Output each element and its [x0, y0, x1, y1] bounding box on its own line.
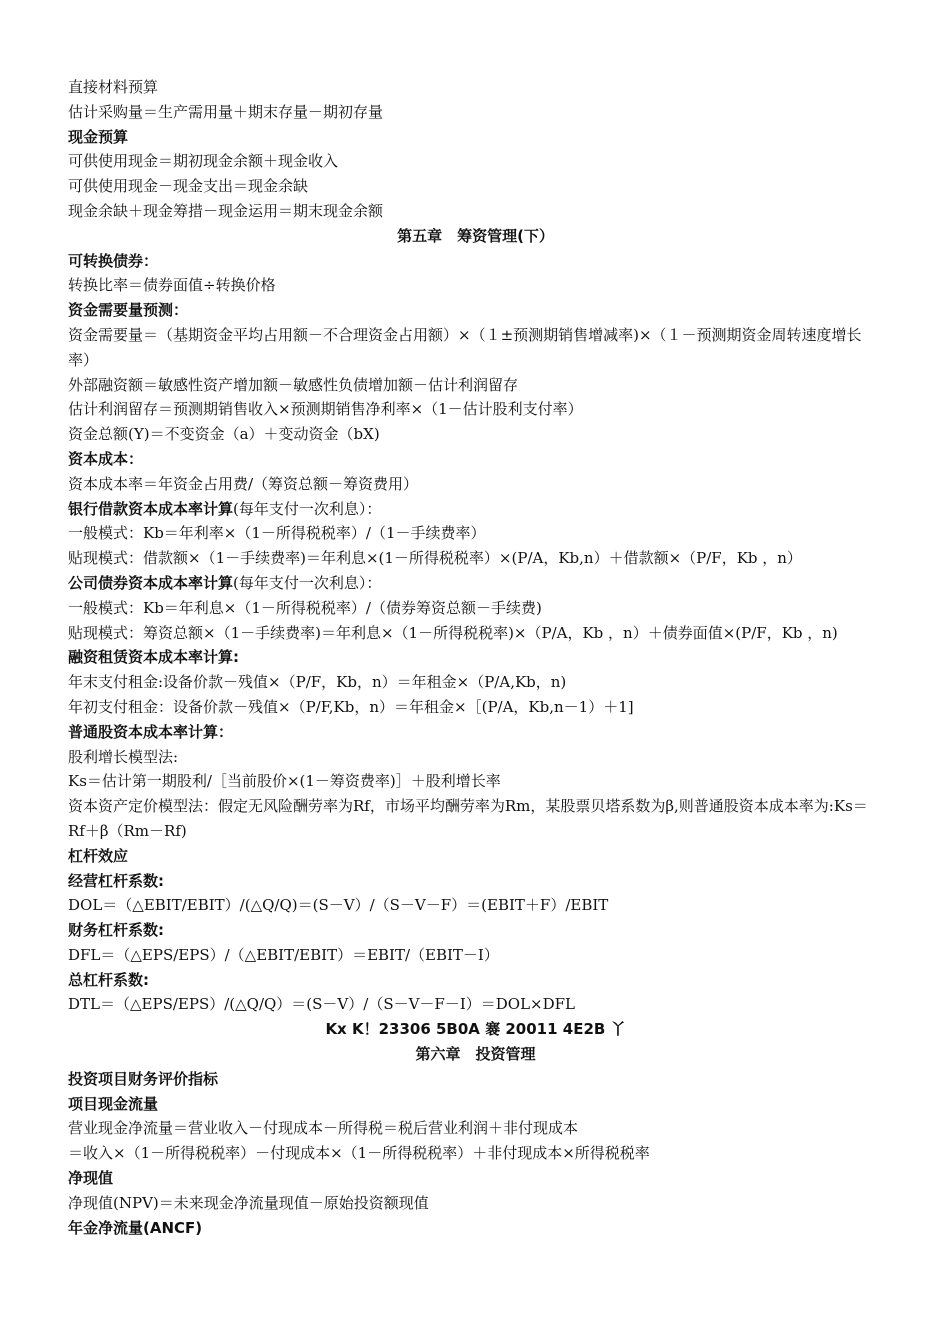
section-heading: 资金需要量预测： [68, 301, 189, 320]
formula-line: 年初支付租金：设备价款－残值×（P/F,Kb，n）＝年租金×［(P/A，Kb,n－1）＋1] [68, 697, 634, 716]
formula-line: 股利增长模型法: [68, 747, 179, 766]
section-heading: 融资租赁资本成本率计算: [68, 648, 239, 667]
section-heading: 可转换债券： [68, 251, 159, 270]
formula-line: 外部融资额＝敏感性资产增加额－敏感性负债增加额－估计利润留存 [68, 375, 519, 394]
section-heading: 总杠杆系数: [68, 970, 149, 989]
chapter-title: Kx K！23306 5B0A 褰 20011 4E2B 丫 [325, 1020, 626, 1039]
formula-line: 年末支付租金:设备价款－残值×（P/F，Kb，n）＝年租金×（P/A,Kb，n) [68, 673, 567, 692]
heading-suffix-text: (每年支付一次利息）： [233, 499, 382, 518]
formula-line: ＝收入×（1－所得税税率）－付现成本×（1－所得税税率）＋非付现成本×所得税税率 [68, 1144, 650, 1163]
formula-line: 资本成本率＝年资金占用费/（筹资总额－筹资费用） [68, 474, 419, 493]
section-heading: 年金净流量(ANCF) [68, 1218, 203, 1237]
formula-line: 一般模式：Kb＝年利率×（1－所得税税率）/（1－手续费率） [68, 524, 486, 543]
chapter-title: 第五章 筹资管理(下） [397, 226, 554, 245]
section-heading: 普通股资本成本率计算： [68, 722, 234, 741]
formula-line: DFL＝（△EPS/EPS）/（△EBIT/EBIT）＝EBIT/（EBIT－I） [68, 945, 499, 964]
formula-line: 营业现金净流量＝营业收入－付现成本－所得税＝税后营业利润＋非付现成本 [68, 1119, 579, 1138]
formula-line: 转换比率＝债券面值÷转换价格 [68, 276, 276, 295]
section-heading: 现金预算 [68, 127, 129, 146]
formula-line: 可供使用现金－现金支出＝现金余缺 [68, 177, 309, 196]
formula-line: 贴现模式：借款额×（1－手续费率)＝年利息×(1－所得税税率）×(P/A，Kb,n）＋借款额×（P/F，Kb ，n） [68, 549, 802, 568]
section-heading: 杠杆效应 [68, 846, 129, 865]
formula-line: 贴现模式：筹资总额×（1－手续费率)＝年利息×（1－所得税税率)×（P/A，Kb ，n）＋债券面值×(P/F，Kb ，n) [68, 623, 838, 642]
section-heading: 经营杠杆系数: [68, 871, 164, 890]
formula-line: 资金总额(Y)＝不变资金（a）＋变动资金（bX) [68, 425, 380, 444]
formula-line: 资金需要量＝（基期资金平均占用额－不合理资金占用额）×（１±预测期销售增减率)×（１－预测期资金周转速度增长率） [68, 325, 862, 369]
formula-line: 可供使用现金＝期初现金余额＋现金收入 [68, 152, 339, 171]
formula-line: Ks＝估计第一期股利/［当前股价×(1－筹资费率)］＋股利增长率 [68, 772, 501, 791]
heading-bold-text: 银行借款资本成本率计算 [68, 499, 234, 518]
formula-line: DTL＝（△EPS/EPS）/(△Q/Q）＝(S－V）/（S－V－F－I）＝DOL×DFL [68, 995, 576, 1014]
section-heading [68, 497, 883, 522]
formula-line: 一般模式：Kb＝年利息×（1－所得税税率）/（债券筹资总额－手续费) [68, 598, 542, 617]
formula-line: 资本资产定价模型法：假定无风险酬劳率为Rf，市场平均酬劳率为Rm，某股票贝塔系数为β,则普通股资本成本率为:Ks＝Rf＋β（Rm－Rf) [68, 797, 868, 840]
formula-line: DOL＝（△EBIT/EBIT）/(△Q/Q)＝(S－V）/（S－V－F）＝(EBIT＋F）/EBIT [68, 896, 609, 915]
formula-line: 净现值(NPV)＝未来现金净流量现值－原始投资额现值 [68, 1193, 429, 1212]
formula-line: 直接材料预算 [68, 78, 159, 96]
section-heading [68, 571, 883, 596]
section-heading: 投资项目财务评价指标 [68, 1069, 219, 1088]
section-heading: 项目现金流量 [68, 1094, 159, 1113]
chapter-title: 第六章 投资管理 [415, 1045, 536, 1064]
heading-suffix-text: (每年支付一次利息）： [233, 573, 382, 592]
formula-line: 现金余缺＋现金筹措－现金运用＝期末现金余额 [68, 201, 384, 220]
document-body [68, 75, 883, 1240]
formula-line: 估计采购量＝生产需用量＋期末存量－期初存量 [68, 102, 384, 121]
section-heading: 财务杠杆系数: [68, 921, 164, 940]
section-heading: 净现值 [68, 1169, 114, 1188]
heading-bold-text: 公司债券资本成本率计算 [68, 573, 234, 592]
section-heading: 资本成本： [68, 449, 144, 468]
formula-line: 估计利润留存＝预测期销售收入×预测期销售净利率×（1－估计股利支付率） [68, 400, 583, 419]
